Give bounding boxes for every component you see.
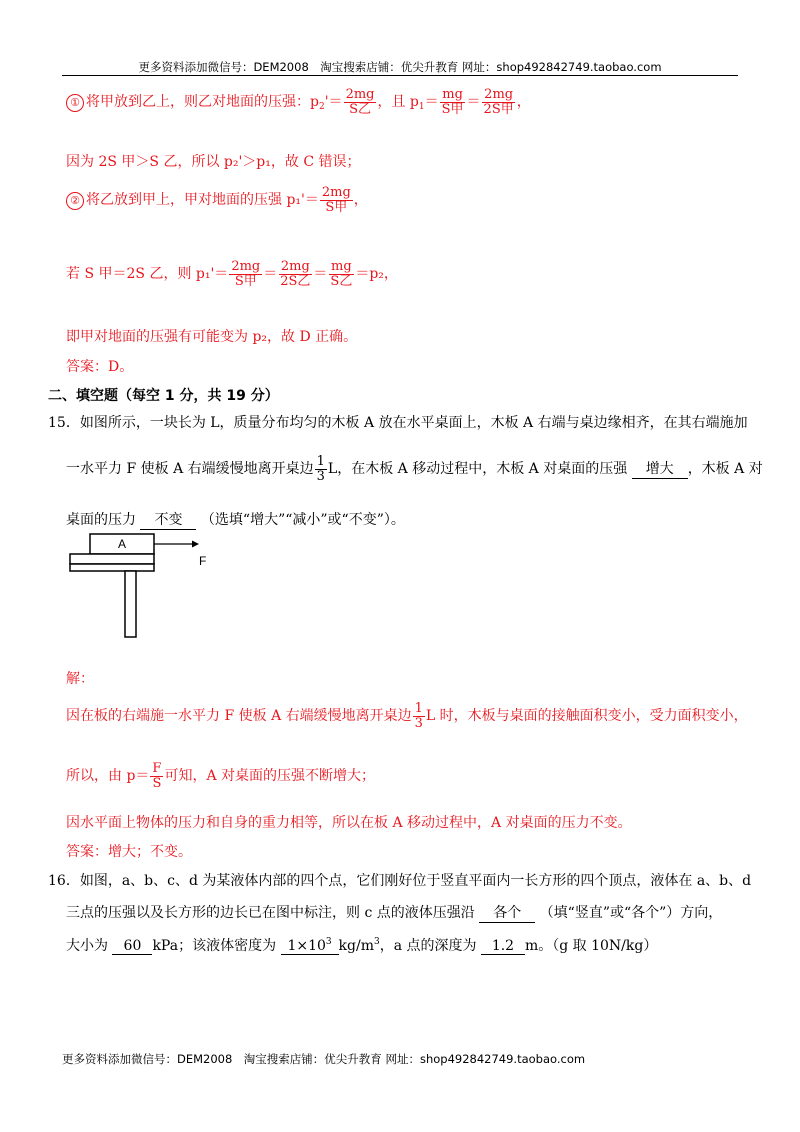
fraction: $\frac{1}{3}$ xyxy=(316,454,325,484)
answer-blank-6: 1.2 xyxy=(481,938,525,955)
q16-line-3: 大小为 60 kPa；该液体密度为 $1\times 10^3$ $kg/m^3$，a 点的深度为 1.2 m。（g 取 10N/kg） xyxy=(66,937,658,954)
answer-blank-5: $1\times 10^3$ xyxy=(281,937,339,955)
force-label: F xyxy=(199,554,207,568)
fraction: $\frac{2mg}{\text{S甲}}$ xyxy=(231,259,261,289)
solution-step-1: ① 将甲放到乙上，则乙对地面的压强：$p_2'=$ $\frac{2mg}{\text{S乙}}$ ，且 $p_1=$ $\frac{mg}{\text{S甲}}$ ＝ $\frac{2mg}{\text{2S甲}}$ ， xyxy=(66,88,531,116)
q16-line-1: 16．如图，a、b、c、d 为某液体内部的四个点，它们刚好位于竖直平面内一长方形的四个顶点，液体在 a、b、d xyxy=(48,873,752,889)
fraction: $\frac{2mg}{\text{S甲}}$ xyxy=(321,185,351,215)
fraction: $\frac{2mg}{\text{S乙}}$ xyxy=(345,87,375,117)
q15-solution-line-3: 因水平面上物体的压力和自身的重力相等，所以在板 A 移动过程中，A 对桌面的压力不变。 xyxy=(66,815,632,831)
answer-blank-3: 各个 xyxy=(479,902,535,923)
board-table-diagram xyxy=(68,530,228,642)
solution-line-4: 若 S 甲＝2S 乙，则 p₁'＝ $\frac{2mg}{\text{S甲}}$ ＝ $\frac{2mg}{\text{2S乙}}$ ＝ $\frac{mg}{\text{S乙}}$ ＝p₂， xyxy=(66,259,398,289)
solution-line-5: 即甲对地面的压强有可能变为 p₂，故 D 正确。 xyxy=(66,329,358,345)
fraction: $\frac{mg}{\text{S甲}}$ xyxy=(441,87,464,117)
answer-blank-1: 增大 xyxy=(632,458,688,479)
solution-line-2: 因为 2S 甲＞S 乙，所以 p₂'＞p₁，故 C 错误； xyxy=(66,154,361,170)
q15-line-1: 15．如图所示，一块长为 L，质量分布均匀的木板 A 放在水平桌面上，木板 A 右端与桌边缘相齐，在其右端施加 xyxy=(48,415,748,431)
header-rule xyxy=(62,75,738,76)
page-footer: 更多资料添加微信号：DEM2008 淘宝搜索店铺：优尖升教育 网址：shop492842749.taobao.com xyxy=(62,1052,586,1066)
fraction: $\frac{2mg}{\text{2S乙}}$ xyxy=(280,259,311,289)
fraction: $\frac{1}{3}$ xyxy=(414,701,423,731)
arrow-head xyxy=(192,541,199,548)
section-title: 二、填空题（每空 1 分，共 19 分） xyxy=(48,388,279,404)
q15-figure xyxy=(68,530,228,646)
table-top-edge xyxy=(70,564,154,571)
fraction: $\frac{mg}{\text{S乙}}$ xyxy=(330,259,353,289)
answer-blank-2: 不变 xyxy=(140,509,196,530)
solution-answer: 答案：D。 xyxy=(66,359,134,375)
q16-line-2: 三点的压强以及长方形的边长已在图中标注，则 c 点的液体压强沿 各个 （填“竖直”或“各个”）方向， xyxy=(66,902,722,923)
page-header: 更多资料添加微信号：DEM2008 淘宝搜索店铺：优尖升教育 网址：shop492842749.taobao.com xyxy=(138,60,662,74)
answer-blank-4: 60 xyxy=(112,938,152,955)
q15-solution-line-1: 因在板的右端施一水平力 F 使板 A 右端缓慢地离开桌边 $\frac{1}{3}$ L 时，木板与桌面的接触面积变小，受力面积变小， xyxy=(66,701,748,731)
q15-line-3: 桌面的压力 不变 （选填“增大”“减小”或“不变”）。 xyxy=(66,509,405,530)
solution-step-2: ② 将乙放到甲上，甲对地面的压强 p₁'＝ $\frac{2mg}{\text{S甲}}$ ， xyxy=(66,186,368,214)
q15-solution-head: 解： xyxy=(66,671,94,687)
table-top xyxy=(70,554,154,564)
board-label: A xyxy=(117,537,127,551)
fraction: $\frac{2mg}{\text{2S甲}}$ xyxy=(483,87,514,117)
fraction: $\frac{F}{S}$ xyxy=(152,761,162,791)
q15-solution-line-2: 所以，由 p＝ $\frac{F}{S}$ 可知，A 对桌面的压强不断增大； xyxy=(66,761,376,791)
circled-number-2: ② xyxy=(66,192,84,210)
q15-solution-answer: 答案：增大；不变。 xyxy=(66,844,192,860)
circled-number-1: ① xyxy=(66,94,84,112)
table-leg xyxy=(125,571,136,637)
q15-line-2: 一水平力 F 使板 A 右端缓慢地离开桌边 $\frac{1}{3}$ L，在木板 A 移动过程中，木板 A 对桌面的压强 增大 ，木板 A 对 xyxy=(66,454,763,484)
